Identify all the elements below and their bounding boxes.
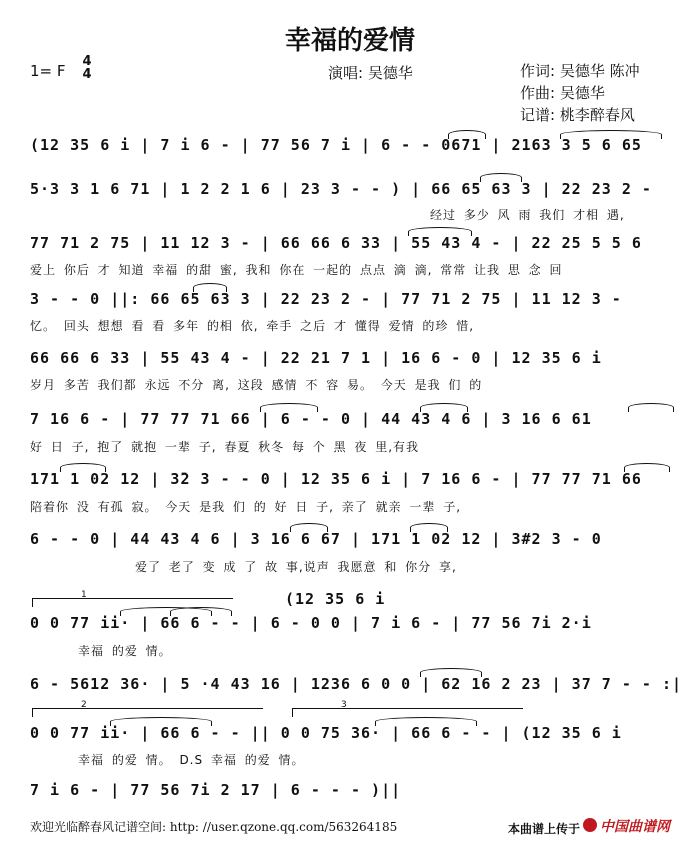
- notation-line: (12 35 6 i | 7 i 6 - | 77 56 7 i | 6 - - 0671 | 2163 3 5 6 65: [30, 136, 642, 154]
- slur-mark: [448, 130, 486, 139]
- slur-mark: [260, 403, 318, 412]
- notation-line: 0 0 77 ii· | 66 6 - - | 6 - 0 0 | 7 i 6 - | 77 56 7i 2·i: [30, 614, 592, 632]
- slur-mark: [290, 523, 328, 532]
- score-title: 幸福的爱情: [284, 26, 415, 56]
- lyricist-credit: 作词: 吴德华 陈冲: [520, 62, 640, 80]
- lyrics-line: 陪着你 没 有孤 寂。 今天 是我 们 的 好 日 子, 亲了 就亲 一辈 子,: [30, 500, 462, 514]
- site-logo-text: 中国曲谱网: [600, 819, 670, 835]
- lyrics-line: 幸福 的爱 情。: [78, 644, 172, 658]
- lyrics-line: 岁月 多苦 我们都 永远 不分 离, 这段 感情 不 容 易。 今天 是我 们 的: [30, 378, 483, 392]
- lyrics-line: 好 日 子, 抱了 就抱 一辈 子, 春夏 秋冬 每 个 黑 夜 里,有我: [30, 440, 420, 454]
- meter-top: 4: [82, 54, 92, 69]
- time-signature: [80, 55, 94, 81]
- notation-line: 6 - 5612 36· | 5 ·4 43 16 | 1236 6 0 0 | 62 16 2 23 | 37 7 - - :|: [30, 675, 682, 693]
- meter-bottom: 4: [82, 67, 92, 82]
- notation-line: 66 66 6 33 | 55 43 4 - | 22 21 7 1 | 16 6 - 0 | 12 35 6 i: [30, 349, 602, 367]
- site-logo-icon: [583, 818, 597, 832]
- intro-reprise: (12 35 6 i: [285, 590, 386, 608]
- composer-credit: 作曲: 吴德华: [520, 84, 605, 102]
- credits-block: [520, 60, 640, 126]
- notation-line: 0 0 77 ii· | 66 6 - - || 0 0 75 36· | 66 6 - - | (12 35 6 i: [30, 724, 622, 742]
- lyrics-line: 幸福 的爱 情。 D.S 幸福 的爱 情。: [78, 753, 305, 767]
- slur-mark: [60, 463, 106, 472]
- lyrics-line: 经过 多少 风 雨 我们 才相 遇,: [430, 208, 625, 222]
- slur-mark: [480, 173, 522, 182]
- volta-bracket-2: [32, 700, 263, 717]
- notation-line: 77 71 2 75 | 11 12 3 - | 66 66 6 33 | 55 43 4 - | 22 25 5 5 6: [30, 234, 642, 252]
- volta-number: 2: [81, 700, 87, 710]
- lyrics-line: 忆。 回头 想想 看 看 多年 的相 依, 牵手 之后 才 懂得 爱情 的珍 惜,: [30, 319, 475, 333]
- notation-line: 5·3 3 1 6 71 | 1 2 2 1 6 | 23 3 - - ) | 66 65 63 3 | 22 23 2 -: [30, 180, 652, 198]
- notation-line: 171 1 02 12 | 3̄2 3 - - 0 | 12 35 6 i | 7 16 6 - | 77 77 71 66: [30, 470, 642, 488]
- notation-line: 3 - - 0 ||: 66 65 63 3 | 22 23 2 - | 77 71 2 75 | 11 12 3 -: [30, 290, 622, 308]
- upload-note: 本曲谱上传于: [508, 822, 581, 836]
- footer-link-text: 欢迎光临醉春风记谱空间: http: //user.qzone.qq.com/563264185: [30, 820, 398, 834]
- slur-mark: [375, 717, 477, 726]
- slur-mark: [193, 283, 227, 292]
- slur-mark: [560, 130, 662, 139]
- lyrics-line: 爱上 你后 才 知道 幸福 的甜 蜜, 我和 你在 一起的 点点 滴 滴, 常常 让我 思 念 回: [30, 263, 563, 277]
- slur-mark: [410, 523, 448, 532]
- slur-mark: [628, 403, 674, 412]
- slur-mark: [624, 463, 670, 472]
- notation-line: 7 16 6 - | 77 77 71 66 | 6 - - 0 | 44 43 4 6 | 3 16 6 61: [30, 410, 592, 428]
- volta-bracket-1: [32, 590, 233, 607]
- notation-line: 7 i 6 - | 77 56 7i 2 17 | 6 - - - )||: [30, 781, 402, 799]
- transcriber-credit: 记谱: 桃李醉春风: [520, 106, 635, 124]
- slur-mark: [408, 227, 472, 236]
- slur-mark: [110, 717, 212, 726]
- volta-bracket-3: [292, 700, 523, 717]
- slur-mark: [170, 607, 232, 616]
- slur-mark: [420, 403, 468, 412]
- notation-line: 6 - - 0 | 44 43 4 6 | 3 16 6 67 | 171 1 02 12 | 3#2 3 - 0: [30, 530, 602, 548]
- lyrics-line: 爱了 老了 变 成 了 故 事,说声 我愿意 和 你分 享,: [135, 560, 457, 574]
- key-signature: 1= F: [30, 62, 66, 80]
- singer-credit: 演唱: 吴德华: [328, 64, 413, 82]
- volta-number: 1: [81, 590, 87, 600]
- volta-number: 3: [341, 700, 347, 710]
- slur-mark: [420, 668, 482, 677]
